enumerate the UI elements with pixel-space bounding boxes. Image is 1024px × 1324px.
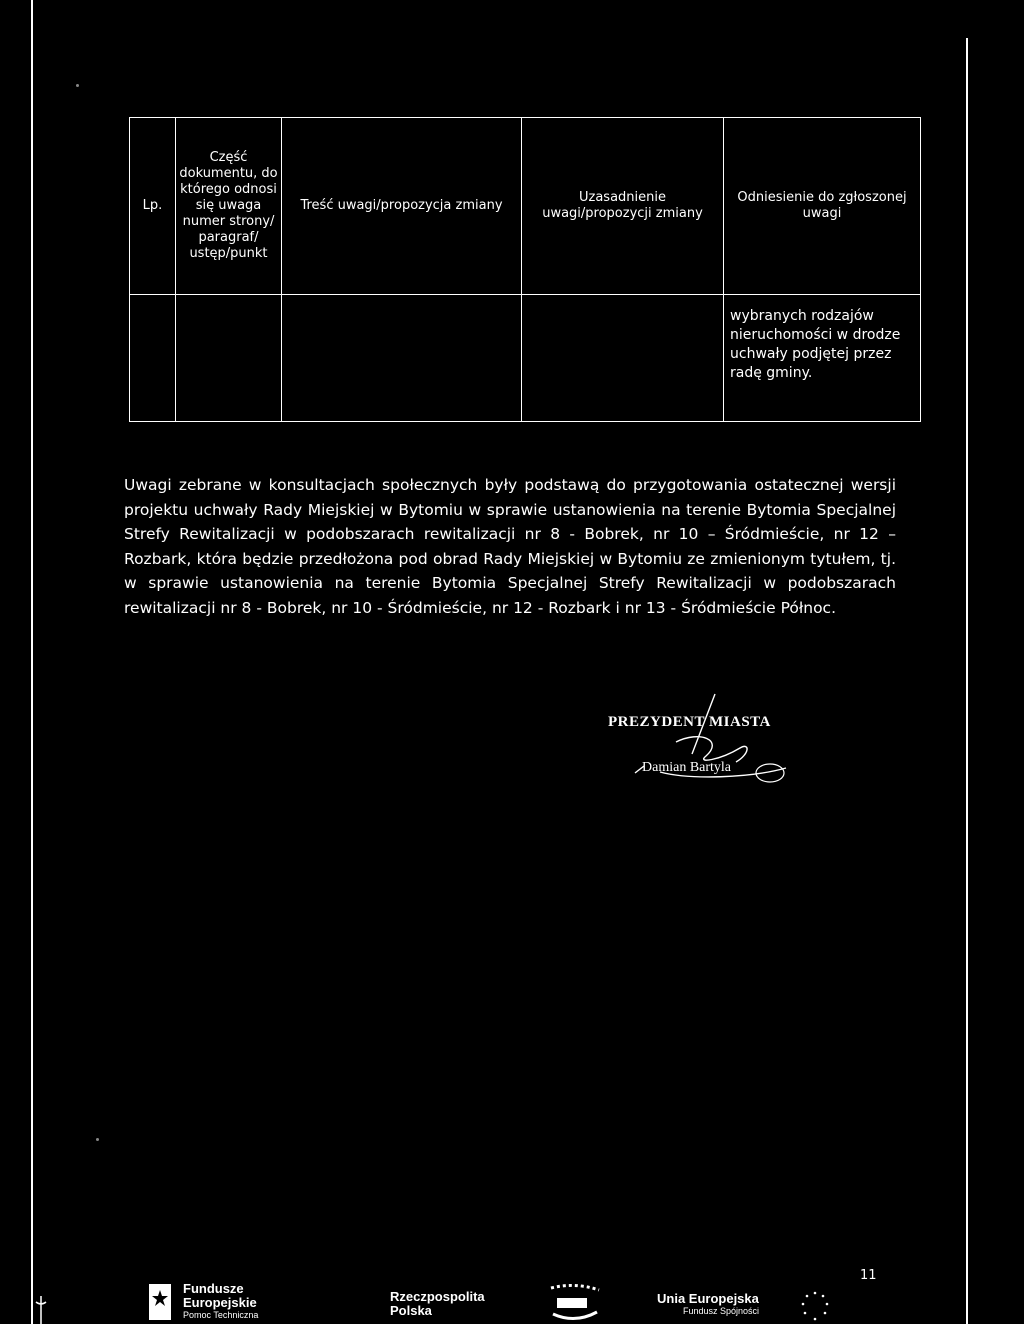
header-comment-content: Treść uwagi/propozycja zmiany [282, 118, 522, 295]
rzeczpospolita-logo [390, 1290, 485, 1318]
cell-lp [130, 295, 176, 422]
scan-speck [76, 84, 79, 87]
header-justification: Uzasadnienie uwagi/propozycji zmiany [522, 118, 724, 295]
ue-line1: Unia Europejska [657, 1291, 759, 1306]
summary-paragraph: Uwagi zebrane w konsultacjach społecznych były podstawą do przygotowania ostatecznej wersji projektu uchwały Rady Miejskiej w Bytomiu w sprawie ustanowienia na terenie Bytomia Specjalnej Strefy Rewitalizacji w podobszarach rewitalizacji nr 8 - Bobrek, nr 10 – Śródmieście, nr 12 – Rozbark, która będzie przedłożona pod obrad Rady Miejskiej w Bytomiu ze zmienionym tytułem, tj. w sprawie ustanowienia na terenie Bytomia Specjalnej Strefy Rewitalizacji w podobszarach rewitalizacji nr 8 - Bobrek, nr 10 - Śródmieście, nr 12 - Rozbark i nr 13 - Śródmieście Północ. [124, 476, 896, 617]
bytom-revitalization-icon [545, 1284, 605, 1324]
signatory-title: PREZYDENT MIASTA [608, 714, 771, 730]
cell-comment-content [282, 295, 522, 422]
scan-edge-right [966, 38, 968, 1324]
rp-line1: Rzeczpospolita [390, 1289, 485, 1304]
cell-response: wybranych rodzajów nieruchomości w drodze uchwały podjętej przez radę gminy. [724, 295, 921, 422]
signatory-name: Damian Bartyla [642, 760, 732, 775]
header-lp: Lp. [130, 118, 176, 295]
comments-table [129, 117, 921, 422]
ue-line2: Fundusz Spójności [683, 1306, 760, 1316]
scan-edge-left [31, 0, 33, 1324]
cell-document-part [176, 295, 282, 422]
rp-line2: Polska [390, 1303, 432, 1318]
table-row [130, 295, 921, 422]
header-response: Odniesienie do zgłoszonej uwagi [724, 118, 921, 295]
corner-mark [34, 1296, 48, 1324]
fundusze-line3: Pomoc Techniczna [183, 1310, 259, 1320]
header-document-part: Część dokumentu, do którego odnosi się uwaga numer strony/ paragraf/ ustęp/punkt [176, 118, 282, 295]
scan-speck [96, 1138, 99, 1141]
fundusze-line1: Fundusze [183, 1281, 244, 1296]
fundusze-line2: Europejskie [183, 1295, 257, 1310]
unia-europejska-logo [657, 1292, 759, 1317]
table-header-row [130, 118, 921, 295]
signature-block [600, 690, 830, 800]
star-flag-icon [143, 1282, 175, 1322]
page-number: 11 [860, 1268, 877, 1283]
cell-justification [522, 295, 724, 422]
handwritten-signature [600, 690, 830, 800]
eu-stars-icon [795, 1290, 835, 1324]
